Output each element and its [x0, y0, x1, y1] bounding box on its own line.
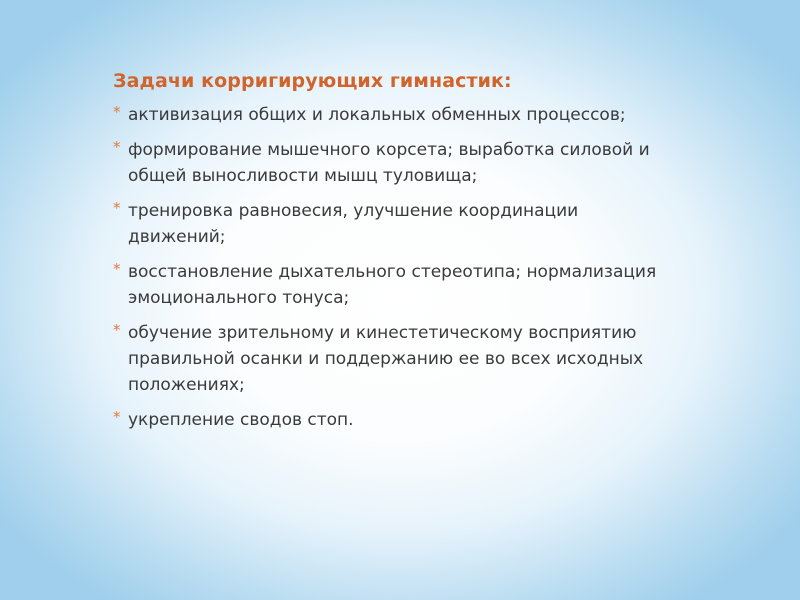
asterisk-bullet-icon: *: [113, 199, 121, 217]
list-item-text: формирование мышечного корсета; выработка силовой и общей выносливости мышц туловища;: [128, 140, 650, 186]
list-item: [113, 320, 673, 398]
asterisk-bullet-icon: *: [113, 408, 121, 426]
asterisk-bullet-icon: *: [113, 138, 121, 156]
list-item-text: укрепление сводов стоп.: [128, 410, 354, 430]
list-item: [113, 259, 673, 311]
asterisk-bullet-icon: *: [113, 260, 121, 278]
list-item-text: обучение зрительному и кинестетическому восприятию правильной осанки и поддержанию ее во всех исходных положениях;: [128, 323, 644, 395]
slide-content: [113, 70, 673, 442]
list-item: [113, 407, 673, 433]
list-item: [113, 198, 673, 250]
slide-title: Задачи корригирующих гимнастик:: [113, 70, 512, 92]
list-item-text: тренировка равновесия, улучшение координации движений;: [128, 201, 579, 247]
list-item: [113, 137, 673, 189]
asterisk-bullet-icon: *: [113, 103, 121, 121]
bullet-list: [113, 102, 673, 433]
list-item-text: восстановление дыхательного стереотипа; нормализация эмоционального тонуса;: [128, 262, 657, 308]
asterisk-bullet-icon: *: [113, 321, 121, 339]
list-item-text: активизация общих и локальных обменных процессов;: [128, 105, 626, 125]
list-item: [113, 102, 673, 128]
